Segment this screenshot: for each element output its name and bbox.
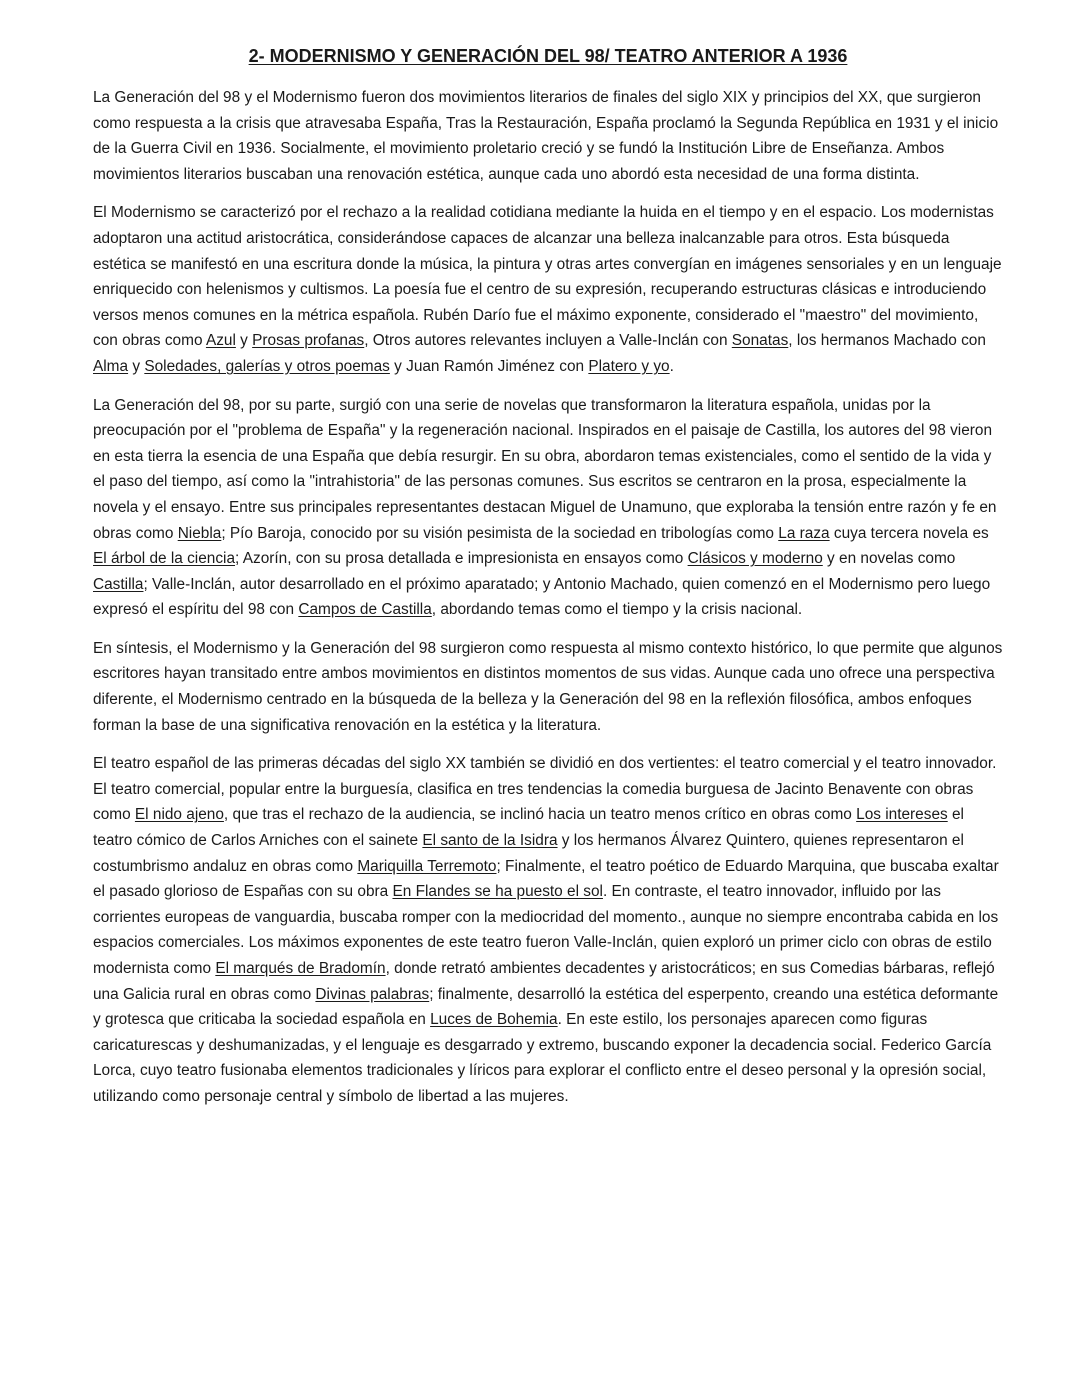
work-title: El santo de la Isidra [422,832,558,850]
paragraph-text: . [669,357,674,375]
work-title: Azul [205,332,236,350]
paragraph-text: y los hermanos Álvarez Quintero, quienes representaron el costumbrismo andaluz en obras como [93,832,964,875]
paragraph-text: ; Valle-Inclán, autor desarrollado en el próximo aparatado; y Antonio Machado, quien comenzó en el Modernismo pero luego expresó el espíritu del 98 con [93,575,991,619]
work-title: Alma [93,357,129,375]
work-title: Campos de Castilla [298,601,432,619]
work-title: En Flandes se ha puesto el sol [392,883,603,901]
paragraph-text: En síntesis, el Modernismo y la Generación del 98 surgieron como respuesta al mismo contexto histórico, lo que permite que algunos escritores hayan transitado entre ambos movimientos en distintos momentos de sus vidas. Aunque cada uno ofrece una perspectiva diferente, el Modernismo centrado en la búsqueda de la belleza y la Generación del 98 en la reflexión filosófica, ambos enfoques forman la base de una significativa renovación en la estética y la literatura. [93,639,1003,734]
paragraph-text: ; finalmente, desarrolló la estética del esperpento, creando una estética deformante y grotesca que criticaba la sociedad española en [93,985,999,1029]
paragraph-text: , donde retrató ambientes decadentes y aristocráticos; en sus Comedias bárbaras, reflejó una Galicia rural en obras como [93,960,995,1003]
paragraph [93,393,1003,623]
paragraph-text: y [128,357,145,375]
paragraph [93,85,1003,187]
paragraph-text: y en novelas como [822,550,956,568]
work-title: El nido ajeno [134,806,224,824]
work-title: Divinas palabras [315,985,430,1003]
paragraph-text: La Generación del 98, por su parte, surgió con una serie de novelas que transformaron la literatura española, unidas por la preocupación por el "problema de España" y la regeneración nacional. Inspirados en el paisaje de Castilla, los autores del 98 vieron en esta tierra la esencia de una España que debía resurgir. En su obra, abordaron temas existenciales, como el sentido de la vida y el paso del tiempo, así como la "intrahistoria" de las personas comunes. Sus escritos se centraron en la prosa, especialmente la novela y el ensayo. Entre sus principales representantes destacan Miguel de Unamuno, que exploraba la tensión entre razón y fe en obras como [93,396,997,542]
document-page [93,46,1003,1123]
work-title: Mariquilla Terremoto [357,857,497,875]
paragraph-text: , los hermanos Machado con [788,332,986,350]
paragraph-text: ; Finalmente, el teatro poético de Eduardo Marquina, que buscaba exaltar el pasado glorioso de Españas con su obra [93,857,999,901]
work-title: Niebla [177,524,222,542]
work-title: Luces de Bohemia [430,1011,558,1029]
work-title: La raza [778,524,830,542]
work-title: Sonatas [731,332,789,350]
paragraph [93,636,1003,738]
paragraph-text: El Modernismo se caracterizó por el rechazo a la realidad cotidiana mediante la huida en el tiempo y en el espacio. Los modernistas adoptaron una actitud aristocrática, considerándose capaces de alcanzar una belleza inalcanzable para otros. Esta búsqueda estética se manifestó en una escritura donde la música, la pintura y otras artes convergían en imágenes sensoriales y en un lenguaje enriquecido con helenismos y cultismos. La poesía fue el centro de su expresión, recuperando estructuras clásicas e introduciendo versos menos comunes en la métrica española. Rubén Darío fue el máximo exponente, considerado el "maestro" del movimiento, con obras como [93,204,1002,350]
paragraph [93,200,1003,379]
paragraph-text: cuya tercera novela es [829,524,989,542]
work-title: Clásicos y moderno [687,550,823,568]
paragraph-text: y [235,332,253,350]
paragraph-text: El teatro español de las primeras décadas del siglo XX también se dividió en dos vertientes: el teatro comercial y el teatro innovador. El teatro comercial, popular entre la burguesía, clasifica en tres tendencias la comedia burguesa de Jacinto Benavente con obras como [93,755,997,824]
paragraph-text: La Generación del 98 y el Modernismo fueron dos movimientos literarios de finales del siglo XIX y principios del XX, que surgieron como respuesta a la crisis que atravesaba España, Tras la Restauración, España proclamó la Segunda República en 1931 y el inicio de la Guerra Civil en 1936. Socialmente, el movimiento proletario creció y se fundó la Institución Libre de Enseñanza. Ambos movimientos literarios buscaban una renovación estética, aunque cada uno abordó esta necesidad de una forma distinta. [93,89,999,183]
work-title: Soledades, galerías y otros poemas [144,357,390,375]
work-title: Los intereses [856,806,948,824]
paragraph-text: , que tras el rechazo de la audiencia, se inclinó hacia un teatro menos crítico en obras como [223,806,857,824]
work-title: Prosas profanas [252,332,365,350]
work-title: El marqués de Bradomín [215,960,386,977]
paragraph-text: el teatro cómico de Carlos Arniches con el sainete [93,806,964,850]
work-title: El árbol de la ciencia [93,550,236,568]
page-title: 2- MODERNISMO Y GENERACIÓN DEL 98/ TEATRO ANTERIOR A 1936 [248,46,848,66]
paragraph [93,751,1003,1109]
paragraph-text: . En este estilo, los personajes aparecen como figuras caricaturescas y deshumanizadas, y el lenguaje es desgarrado y extremo, buscando exponer la decadencia social. Federico García Lorca, cuyo teatro fusionaba elementos tradicionales y líricos para explorar el conflicto entre el deseo personal y la opresión social, utilizando como personaje central y símbolo de libertad a las mujeres. [93,1011,992,1105]
paragraph-text: , Otros autores relevantes incluyen a Valle-Inclán con [364,332,732,350]
paragraph-text: , abordando temas como el tiempo y la crisis nacional. [431,601,803,619]
paragraph-text: ; Azorín, con su prosa detallada e impresionista en ensayos como [235,550,688,568]
paragraph-text: . En contraste, el teatro innovador, influido por las corrientes europeas de vanguardia, buscaba romper con la mediocridad del momento., aunque no siempre encontraba cabida en los espacios comerciales. Los máximos exponentes de este teatro fueron Valle-Inclán, quien exploró un primer ciclo con obras de estilo modernista como [93,883,999,977]
paragraph-text: ; Pío Baroja, conocido por su visión pesimista de la sociedad en tribologías como [221,524,779,542]
work-title: Platero y yo [588,357,670,375]
paragraph-text: y Juan Ramón Jiménez con [389,357,589,375]
work-title: Castilla [93,575,144,593]
document-body [93,85,1003,1110]
